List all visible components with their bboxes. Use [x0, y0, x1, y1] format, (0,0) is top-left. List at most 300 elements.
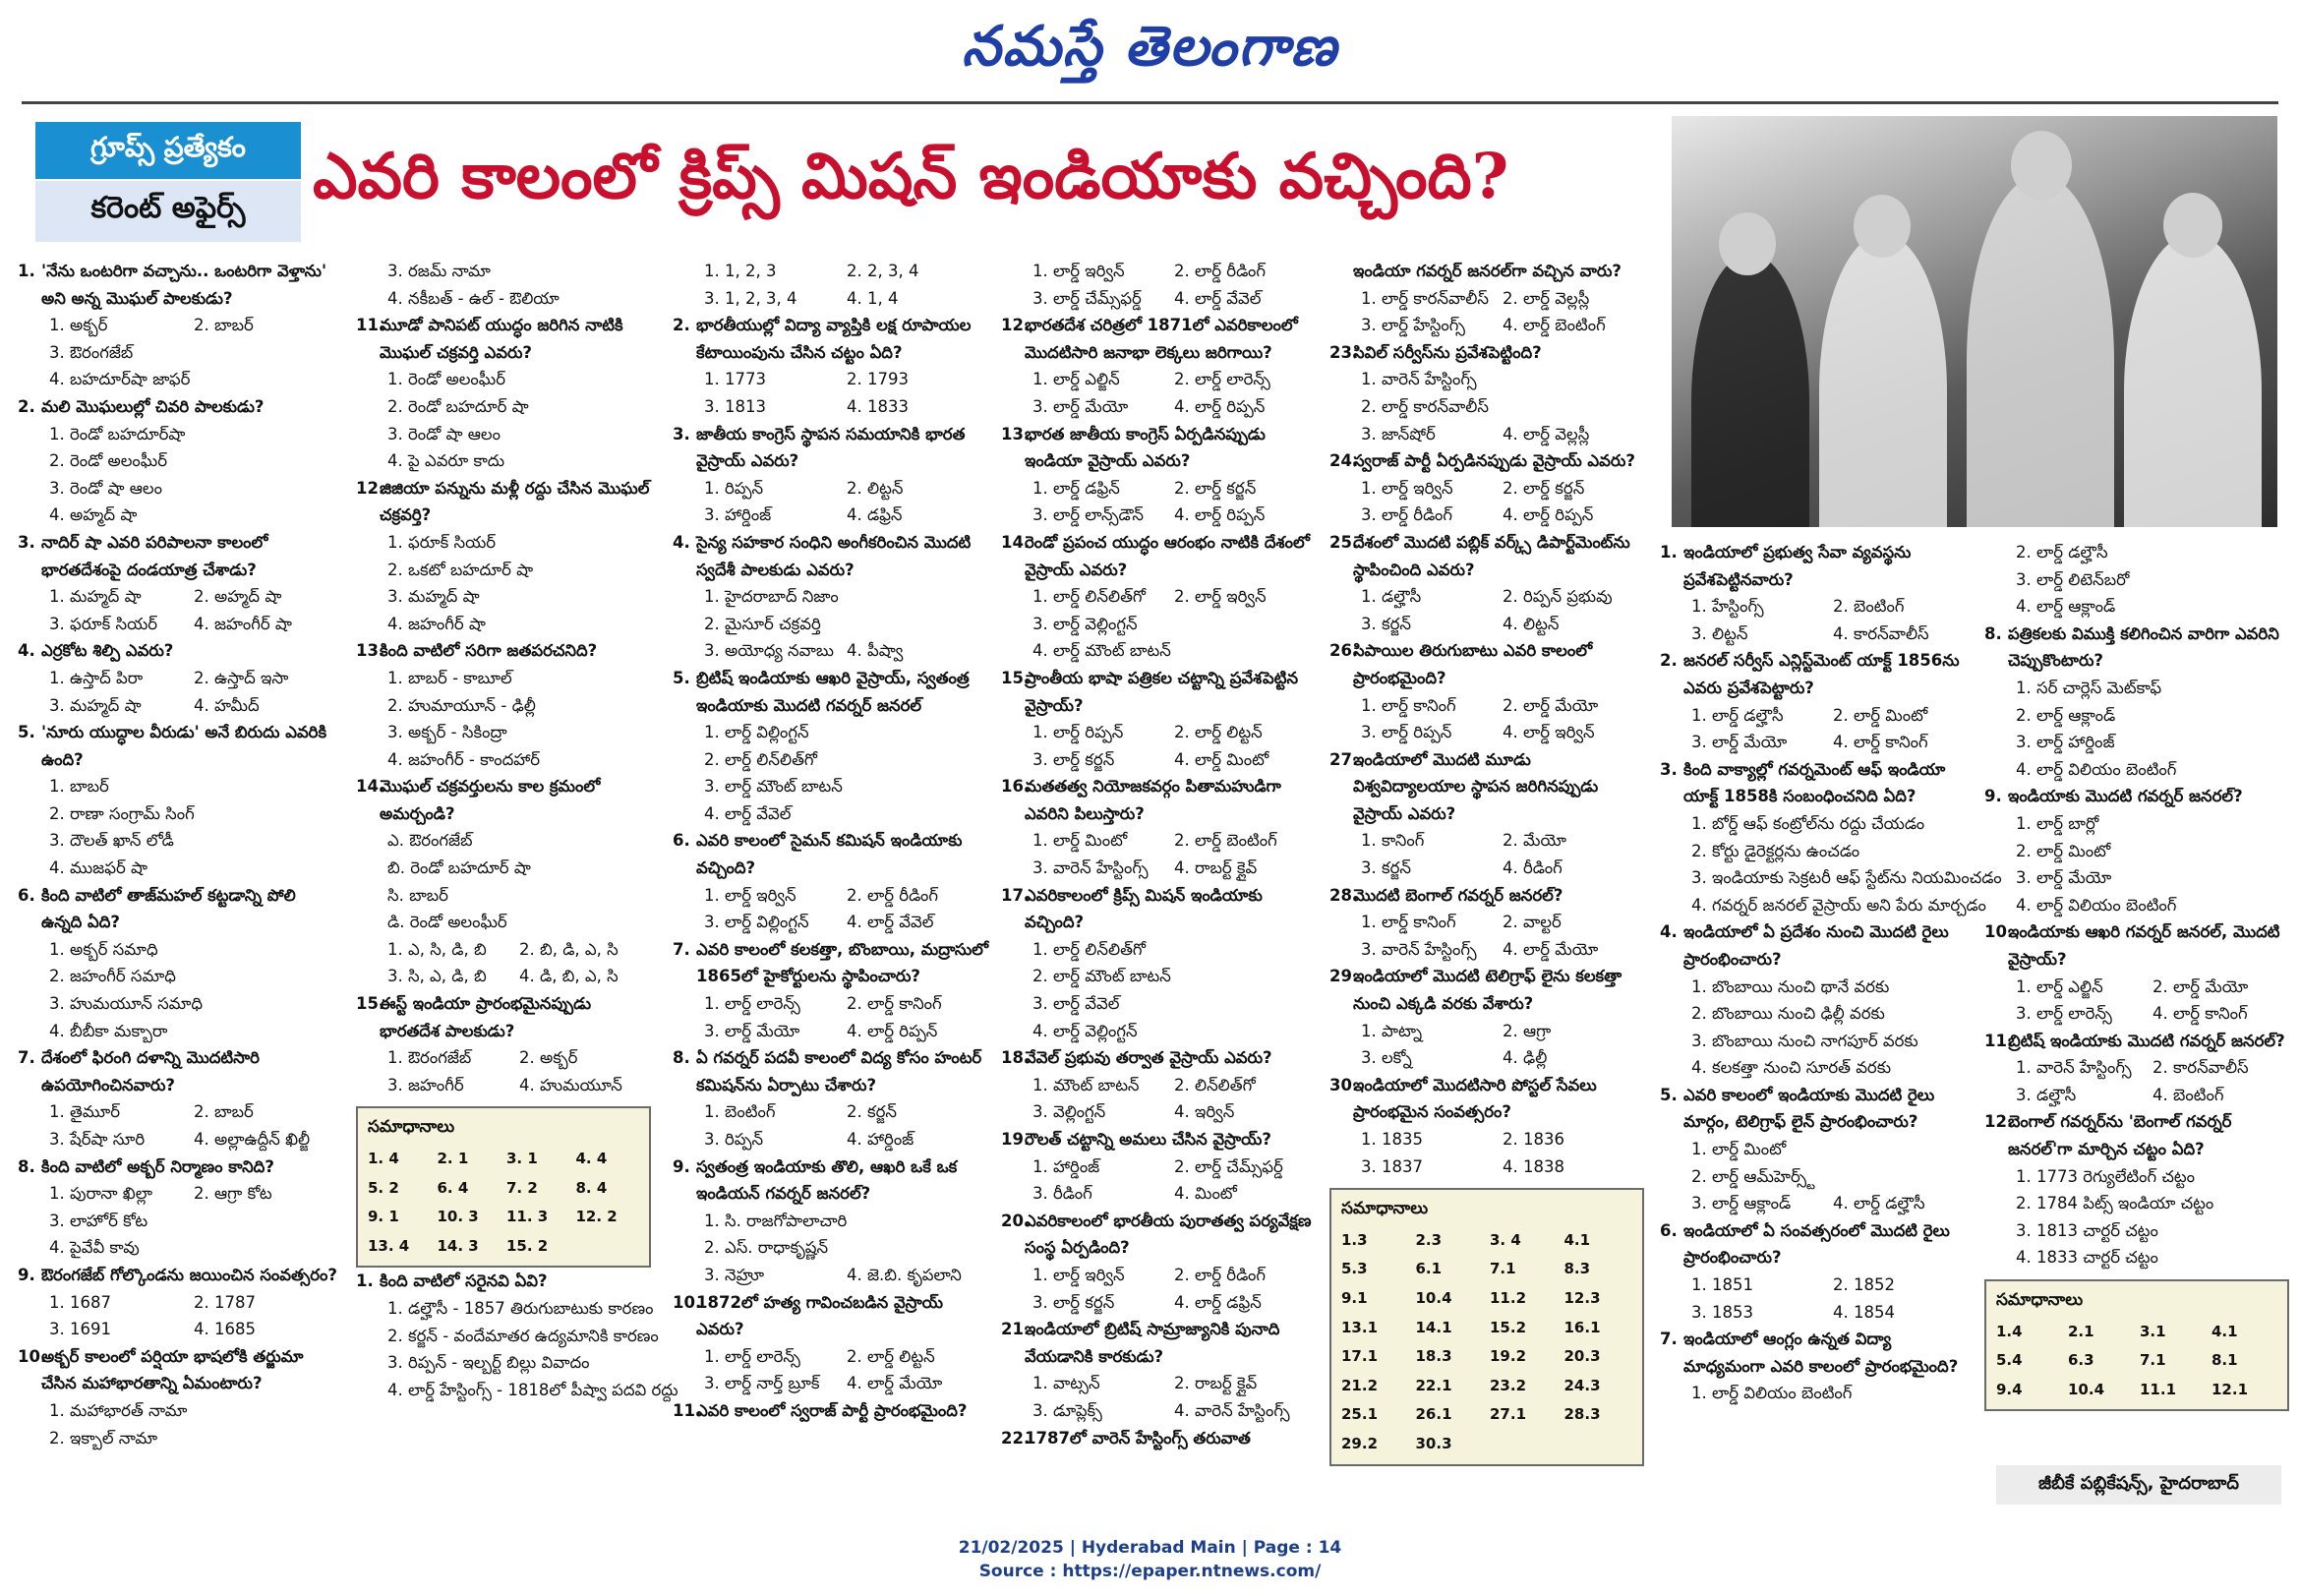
answer-option: 2. లార్డ్ మింటో — [2016, 841, 2111, 860]
answer-key-cell: 8.3 — [1563, 1260, 1591, 1278]
question-number: 16. — [1001, 777, 1031, 797]
answer-option: 4. హార్డింజ్ — [847, 1130, 914, 1149]
answer-key-cell: 5.3 — [1341, 1260, 1368, 1278]
answer-option: 2. కర్జన్ - వందేమాతర ఉద్యమానికి కారణం — [387, 1326, 659, 1345]
question-item — [1001, 665, 1316, 773]
answer-option: 3. వారెన్ హేస్టింగ్స్ — [1361, 939, 1477, 959]
question-text: ఇండియాకు మొదటి గవర్నర్ జనరల్? — [2008, 787, 2243, 806]
answer-option: 4. లార్డ్ వేవెల్ — [1174, 288, 1262, 308]
answer-key-cell: 13. 4 — [368, 1236, 410, 1255]
question-column-7 — [1984, 539, 2289, 1411]
question-number: 15. — [356, 994, 385, 1014]
answer-option: 2. ఆగ్రా — [1503, 1021, 1552, 1040]
answer-option: 1. డల్హౌసీ - 1857 తిరుగుబాటుకు కారణం — [387, 1298, 654, 1318]
question-item — [1329, 882, 1644, 964]
answer-option: 2. కోర్టు డైరెక్టర్లను ఉంచడం — [1691, 841, 1860, 860]
answer-key-cell — [1564, 1431, 1633, 1458]
answer-key-cell: 14. 3 — [437, 1236, 479, 1255]
answer-option: 4. 1838 — [1503, 1156, 1564, 1176]
answer-option: 1. బొంబాయి నుంచి థానే వరకు — [1691, 976, 1890, 996]
answer-option: 3. లార్డ్ వేవెల్ — [1032, 994, 1120, 1014]
answer-option: 3. లార్డ్ మేయో — [1691, 733, 1788, 752]
question-item — [673, 258, 989, 312]
answer-option: 1. లార్డ్ విలియం బెంటింగ్ — [1691, 1384, 1853, 1403]
answer-option: 1. ఎ, సి, డి, బి — [387, 939, 487, 959]
answer-key-cell: 7.1 — [2140, 1351, 2166, 1370]
question-text: కింది వాక్యాల్లో గవర్నమెంట్ ఆఫ్ ఇండియా యాక్ట్ 1858కి సంబంధించనిది ఏది? — [1683, 759, 1946, 806]
answer-option: 4. బహదూర్‌షా జాఫర్ — [49, 370, 191, 389]
question-number: 9. — [1984, 787, 2002, 806]
question-item — [18, 719, 338, 882]
answer-option: 2. మేయో — [1503, 831, 1566, 851]
answer-option: 2. లార్డ్ కర్జన్ — [1503, 478, 1585, 498]
question-text: స్వతంత్ర ఇండియాకు తొలి, ఆఖరి ఒకే ఒక ఇండియన్ గవర్నర్ జనరల్? — [696, 1156, 958, 1204]
answer-option: 3. లార్డ్ హేస్టింగ్స్ — [1361, 316, 1465, 335]
answer-option: 3. లార్డ్ రిప్పన్ — [1361, 723, 1452, 742]
answer-option: 3. డూప్లెక్స్ — [1032, 1400, 1102, 1420]
answer-key-cell: 1.3 — [1341, 1230, 1368, 1249]
question-number: 11. — [1984, 1031, 2014, 1050]
answer-key-cell — [576, 1233, 640, 1261]
publisher-credit: జీబీకే పబ్లికేషన్స్, హైదరాబాద్ — [1996, 1465, 2281, 1505]
question-column-5 — [1329, 258, 1644, 1466]
question-text: ఇండియాలో ఆంగ్లం ఉన్నత విద్యా మాధ్యమంగా ఎవరి కాలంలో ప్రారంభమైంది? — [1683, 1330, 1959, 1376]
answer-option: 4. లార్డ్ రిప్పన్ — [847, 1021, 938, 1040]
answer-option: 4. అహ్మద్ షా — [49, 505, 138, 525]
answer-option: 4. హమీద్ — [194, 695, 260, 715]
answer-option: 3. లార్డ్ హార్డింజ్ — [2016, 733, 2115, 752]
answer-key-cell: 19.2 — [1490, 1347, 1527, 1366]
question-number: 21. — [1001, 1320, 1031, 1339]
question-number: 13. — [356, 641, 385, 661]
answer-key-cell: 1.4 — [1996, 1322, 2023, 1340]
question-number: 12. — [356, 478, 385, 498]
answer-key-cell: 12.1 — [2212, 1380, 2249, 1398]
question-text: సైన్య సహకార సంధిని అంగీకరించిన మొదటి స్వదేశీ పాలకుడు ఎవరు? — [696, 532, 972, 579]
question-number: 27. — [1329, 749, 1359, 769]
answer-option: 3. రెండో షా ఆలం — [387, 424, 501, 443]
answer-option: 2. 1793 — [847, 370, 909, 389]
answer-key-cell: 4. 4 — [575, 1150, 608, 1167]
answer-option: 3. రిప్పన్ — [704, 1130, 764, 1149]
answer-option: 2. ఇక్బాల్ నామా — [49, 1428, 158, 1448]
question-text: 'నేను ఒంటరిగా వచ్చాను.. ఒంటరిగా వెళ్తాను' అని అన్న మొఘల్ పాలకుడు? — [41, 262, 327, 308]
answer-option: 4. డఫ్రిన్ — [847, 505, 903, 525]
question-item — [1001, 773, 1316, 881]
answer-option: 4. లార్డ్ కానింగ్ — [2153, 1004, 2248, 1024]
answer-option: 1. లార్డ్ ఇర్విన్ — [1361, 478, 1453, 498]
answer-option: 1. రెండో అలంఘీర్ — [387, 370, 506, 389]
question-number: 6. — [1660, 1220, 1678, 1240]
question-item — [18, 637, 338, 719]
answer-option: 1. లార్డ్ మింటో — [1691, 1140, 1787, 1159]
answer-option: 1. 1773 రెగ్యులేటింగ్ చట్టం — [2016, 1166, 2196, 1186]
answer-option: 1. లార్డ్ కారన్‌వాలీస్ — [1361, 288, 1489, 308]
answer-option: 1. 1687 — [49, 1292, 111, 1312]
answer-option: 4. లార్డ్ విలియం బెంటింగ్ — [2016, 895, 2177, 915]
answer-option: 2. కారన్‌వాలీస్ — [2153, 1058, 2249, 1078]
answer-option: 1. బాబర్ - కాబూల్ — [387, 668, 512, 687]
question-number: 11. — [673, 1400, 702, 1420]
question-number: 10. — [673, 1292, 702, 1312]
question-column-4 — [1001, 258, 1316, 1451]
answer-option: 4. అల్లాఉద్దీన్ ఖిల్జీ — [194, 1130, 311, 1149]
answer-option: 3. జహంగీర్ — [387, 1075, 464, 1094]
answer-option: 1. మహాభారత్ నామా — [49, 1400, 188, 1420]
answer-option: 2. ఉస్తాద్ ఇసా — [194, 668, 289, 687]
question-item — [673, 1289, 989, 1397]
answer-option: 1. ఫరూక్ సియర్ — [387, 532, 497, 552]
answer-option: 4. గవర్నర్ జనరల్ వైస్రాయ్ అని పేరు మార్చడం — [1691, 895, 1986, 915]
question-number: 12. — [1984, 1112, 2014, 1132]
answer-option: 3. మహ్మద్ షా — [49, 695, 142, 715]
question-item — [356, 475, 651, 638]
answer-option: 3. రెండో షా ఆలం — [49, 478, 162, 498]
question-number: 7. — [1660, 1330, 1678, 1349]
page-footer — [0, 1536, 2300, 1583]
question-text: కింది వాటిలో సరిగా జతపరచనిది? — [380, 641, 598, 661]
answer-key-cell: 4.1 — [2212, 1322, 2238, 1340]
question-item — [1001, 882, 1316, 1045]
answer-key-cell: 27.1 — [1490, 1405, 1527, 1424]
answer-option: 3. లక్నో — [1361, 1048, 1412, 1068]
answer-option: 2. లార్డ్ లారెన్స్ — [1174, 370, 1270, 389]
question-text: సిపాయిల తిరుగుబాటు ఎవరి కాలంలో ప్రారంభమైంది? — [1353, 641, 1593, 687]
answer-option: 4. రాబర్ట్ క్లైవ్ — [1174, 858, 1258, 878]
answer-option: 4. లార్డ్ రిప్పన్ — [1503, 505, 1594, 525]
answer-option: 2. లిట్టన్ — [847, 478, 904, 498]
answer-option: 2. కర్జన్ — [847, 1102, 897, 1122]
answer-option: 1. లార్డ్ బార్లో — [2016, 813, 2099, 833]
question-text: రెండో ప్రపంచ యుద్ధం ఆరంభం నాటికి దేశంలో వైస్రాయ్ ఎవరు? — [1025, 532, 1310, 579]
answer-key-cell: 21.2 — [1341, 1376, 1379, 1394]
answer-key-cell: 29.2 — [1341, 1434, 1379, 1452]
answer-key-cell: 9.1 — [1341, 1288, 1368, 1307]
question-text: ఎవరి కాలంలో కలకత్తా, బొంబాయి, మద్రాసులో 1865లో హైకోర్టులను స్థాపించారు? — [696, 939, 989, 986]
answer-option: 1. వారెన్ హేస్టింగ్స్ — [1361, 370, 1477, 389]
question-number: 8. — [1984, 623, 2002, 643]
question-text: ఇండియాకు ఆఖరి గవర్నర్ జనరల్, మొదటి వైస్రాయ్? — [2008, 922, 2280, 969]
question-number: 29. — [1329, 967, 1359, 986]
question-item — [1984, 918, 2289, 1027]
question-text: జనరల్ సర్వీస్ ఎన్లిస్ట్‌మెంట్ యాక్ట్ 1856ను ఎవరు ప్రవేశపెట్టారు? — [1683, 651, 1960, 697]
answer-key-cell: 6. 4 — [437, 1178, 469, 1197]
question-text: ఎవరి కాలంలో సైమన్ కమిషన్ ఇండియాకు వచ్చింది? — [696, 831, 963, 878]
answer-option: 2. లార్డ్ ఇర్విన్ — [1174, 587, 1267, 607]
question-item — [18, 1044, 338, 1153]
question-item — [356, 1106, 651, 1268]
answer-key-cell: 10. 3 — [437, 1208, 479, 1226]
answer-key-box — [1984, 1279, 2289, 1411]
answer-option: 4. ముజఫర్ షా — [49, 858, 147, 878]
question-text: భారతీయుల్లో విద్యా వ్యాప్తికి లక్ష రూపాయల కేటాయింపును చేసిన చట్టం ఏది? — [696, 316, 972, 362]
answer-option: 1. సర్ చార్లెస్ మెట్‌కాఫ్ — [2016, 678, 2162, 697]
question-item — [673, 312, 989, 420]
question-text: ఎర్రకోట శిల్పి ఎవరు? — [41, 641, 174, 661]
question-text: ఇండియాలో ప్రభుత్వ సేవా వ్యవస్థను ప్రవేశపెట్టినవారు? — [1683, 543, 1912, 589]
question-text: ఇండియా గవర్నర్ జనరల్‌గా వచ్చిన వారు? — [1353, 262, 1622, 280]
answer-key-title: సమాధానాలు — [1341, 1199, 1429, 1219]
question-text: జిజియా పన్నును మళ్లీ రద్దు చేసిన మొఘల్ చక్రవర్తి? — [380, 478, 650, 525]
answer-option: 2. మైసూర్ చక్రవర్తి — [704, 614, 821, 633]
question-text: ఎవరికాలంలో క్రిప్స్ మిషన్ ఇండియాకు వచ్చింది? — [1025, 885, 1263, 932]
question-number: 6. — [673, 831, 690, 851]
question-text: నాదిర్ షా ఎవరి పరిపాలనా కాలంలో భారతదేశంపై దండయాత్ర చేశాడు? — [41, 532, 268, 579]
answer-option: 3. లార్డ్ మేయో — [2016, 868, 2112, 888]
answer-option: 2. 1787 — [194, 1292, 256, 1312]
question-item — [673, 421, 989, 529]
question-item — [1001, 1316, 1316, 1424]
question-item — [1329, 258, 1644, 339]
answer-option: 4. లార్డ్ ఇర్విన్ — [1503, 723, 1595, 742]
question-number: 8. — [18, 1156, 35, 1176]
answer-option: 1. హేస్టింగ్స్ — [1691, 597, 1764, 617]
answer-key-cell: 2.1 — [2068, 1322, 2094, 1340]
answer-key-cell: 11.1 — [2140, 1380, 2177, 1398]
answer-key-cell: 8.1 — [2212, 1351, 2238, 1370]
answer-option: 4. డి, బి, ఎ, సి — [519, 967, 619, 986]
question-item — [1001, 312, 1316, 420]
answer-option: డి. రెండో అలంఘీర్ — [387, 913, 507, 932]
answer-option: 3. లార్డ్ చేమ్స్‌ఫర్డ్ — [1032, 288, 1142, 308]
answer-option: 2. లార్డ్ లిన్‌లిత్‌గో — [704, 749, 818, 769]
answer-option: ఎ. ఔరంగజేబ్ — [387, 831, 473, 851]
answer-option: 2. లార్డ్ డల్హౌసీ — [2016, 543, 2108, 562]
answer-option: 3. లార్డ్ మౌంట్ బాటన్ — [704, 777, 843, 797]
question-number: 28. — [1329, 885, 1359, 905]
answer-option: 1. బాబర్ — [49, 777, 109, 797]
question-number: 4. — [673, 532, 690, 552]
answer-option: 2. వాల్టర్ — [1503, 913, 1562, 932]
answer-option: 2. లార్డ్ మేయో — [1503, 695, 1599, 715]
answer-option: 3. రీడింగ్ — [1032, 1184, 1092, 1204]
answer-option: 2. రాణా సంగ్రామ్ సింగ్ — [49, 803, 195, 823]
answer-option: 1. వారెన్ హేస్టింగ్స్ — [2016, 1058, 2132, 1078]
answer-option: 4. జె.బి. కృపలాని — [847, 1265, 962, 1284]
question-text: ఎవరి కాలంలో స్వరాజ్ పార్టీ ప్రారంభమైంది? — [696, 1400, 968, 1420]
answer-option: 3. ఔరంగజేబ్ — [49, 342, 134, 362]
answer-option: 4. లార్డ్ రిప్పన్ — [1174, 396, 1266, 416]
answer-option: 1. లార్డ్ డల్హౌసీ — [1691, 705, 1784, 725]
answer-option: 4. లార్డ్ డల్హౌసీ — [1833, 1194, 1925, 1213]
answer-option: 4. 1833 — [847, 396, 909, 416]
answer-option: 2. బాబర్ — [194, 316, 254, 335]
question-text: ఇండియాలో బ్రిటిష్ సామ్రాజ్యానికి పునాది వేయడానికి కారకుడు? — [1025, 1320, 1280, 1366]
question-number: 3. — [673, 424, 690, 443]
question-item — [1984, 621, 2289, 784]
answer-key-cell: 25.1 — [1341, 1405, 1379, 1424]
answer-option: 4. లార్డ్ మేయో — [847, 1374, 943, 1393]
answer-option: బి. రెండో బహదూర్ షా — [387, 858, 531, 878]
answer-key-cell: 16.1 — [1563, 1318, 1601, 1336]
answer-option: 1. లార్డ్ లారెన్స్ — [704, 994, 800, 1014]
question-item — [673, 665, 989, 828]
answer-option: 3. లార్డ్ మేయో — [1032, 396, 1129, 416]
question-column-1 — [18, 258, 338, 1451]
answer-option: 2. జహంగీర్ సమాధి — [49, 967, 176, 986]
answer-option: 1. పురానా ఖిల్లా — [49, 1184, 153, 1204]
question-text: ఈస్ట్ ఇండియా ప్రారంభమైనప్పుడు భారతదేశ పాలకుడు? — [380, 994, 592, 1040]
answer-option: 2. ఎస్. రాధాకృష్ణన్ — [704, 1238, 829, 1258]
answer-key-cell: 26.1 — [1415, 1405, 1452, 1424]
question-item — [1001, 1425, 1316, 1452]
answer-option: 1. మౌంట్ బాటన్ — [1032, 1075, 1140, 1094]
answer-option: 2. బి, డి, ఎ, సి — [519, 939, 619, 959]
answer-option: 2. 1852 — [1833, 1275, 1895, 1295]
question-column-2 — [356, 258, 678, 1403]
answer-option: 3. 1853 — [1691, 1302, 1753, 1322]
answer-option: 2. ఆగ్రా కోట — [194, 1184, 272, 1204]
answer-option: 3. లార్డ్ రీడింగ్ — [1361, 505, 1453, 525]
question-item — [18, 258, 338, 393]
answer-option: 4. లార్డ్ బెంటింగ్ — [1503, 316, 1606, 335]
answer-option: 3. నెహ్రూ — [704, 1265, 765, 1284]
answer-option: 1. బోర్డ్ ఆఫ్ కంట్రోల్‌ను రద్దు చేయడం — [1691, 813, 1925, 833]
question-text: ఇండియాలో ఏ ప్రదేశం నుంచి మొదటి రైలు ప్రారంభించారు? — [1683, 922, 1949, 969]
question-item — [673, 1397, 989, 1425]
question-item — [18, 1153, 338, 1262]
answer-key-cell: 5.4 — [1996, 1351, 2023, 1370]
question-text: కింది వాటిలో అక్బర్ నిర్మాణం కానిది? — [41, 1156, 274, 1176]
question-text: భారతదేశ చరిత్రలో 1871లో ఎవరికాలంలో మొదటిసారి జనాభా లెక్కలు జరిగాయి? — [1025, 316, 1298, 362]
answer-option: 1. హైదరాబాద్ నిజాం — [704, 587, 839, 607]
question-item — [1001, 1044, 1316, 1126]
answer-option: 2. లిన్‌లిత్‌గో — [1174, 1075, 1256, 1094]
answer-option: 1. ఔరంగజేబ్ — [387, 1048, 472, 1068]
question-text: పత్రికలకు విముక్తి కలిగించిన వారిగా ఎవరిని చెప్పుకొంటారు? — [2008, 623, 2279, 671]
answer-option: 1. తైమూర్ — [49, 1102, 121, 1122]
answer-option: 3. లార్డ్ ఆక్లాండ్ — [1691, 1194, 1792, 1213]
question-item — [1329, 339, 1644, 447]
answer-option: 4. లార్డ్ వేవెల్ — [704, 803, 792, 823]
answer-option: 3. లార్డ్ కర్జన్ — [1032, 1292, 1115, 1312]
answer-option: 2. బొంబాయి నుంచి ఢిల్లీ వరకు — [1691, 1004, 1885, 1024]
answer-option: 3. లిట్టన్ — [1691, 623, 1748, 643]
answer-option: 1. అక్బర్ — [49, 316, 108, 335]
answer-key-cell: 3.1 — [2140, 1322, 2166, 1340]
answer-option: 4. 1685 — [194, 1320, 256, 1339]
answer-option: 3. 1813 చార్టర్ చట్టం — [2016, 1220, 2158, 1240]
answer-option: 3. 1813 — [704, 396, 766, 416]
question-number: 3. — [1660, 759, 1678, 779]
answer-option: 1. లార్డ్ రిప్పన్ — [1032, 723, 1124, 742]
question-item — [1660, 647, 1975, 755]
answer-option: 1. లార్డ్ ఇర్విన్ — [704, 885, 796, 905]
answer-key-cell: 23.2 — [1490, 1376, 1527, 1394]
answer-option: 3. జాన్‌షోర్ — [1361, 424, 1436, 443]
answer-option: 1. వాట్సన్ — [1032, 1374, 1100, 1393]
answer-option: 3. ఫరూక్ సియర్ — [49, 614, 158, 633]
question-text: వేవెల్ ప్రభువు తర్వాత వైస్రాయ్ ఎవరు? — [1025, 1048, 1272, 1068]
answer-option: 2. బెంటింగ్ — [1833, 597, 1905, 617]
answer-option: 2. లార్డ్ మేయో — [2153, 976, 2249, 996]
answer-option: 4. జహంగీర్ - కాందహార్ — [387, 749, 541, 769]
answer-key-cell: 17.1 — [1341, 1347, 1379, 1366]
footer-edition: 21/02/2025 | Hyderabad Main | Page : 14 — [958, 1538, 1342, 1558]
answer-option: 4. కలకత్తా నుంచి సూరత్ వరకు — [1691, 1058, 1892, 1078]
question-number: 22. — [1001, 1428, 1031, 1448]
question-item — [356, 258, 651, 312]
answer-key-cell: 11. 3 — [506, 1208, 549, 1226]
question-number: 1. — [18, 262, 35, 280]
question-item — [356, 1268, 678, 1403]
question-number: 4. — [1660, 922, 1678, 942]
answer-option: 2. లార్డ్ మింటో — [1833, 705, 1928, 725]
question-number: 9. — [673, 1156, 690, 1176]
question-number — [1329, 258, 1353, 285]
answer-option: 2. 2, 3, 4 — [847, 262, 919, 280]
answer-option: 2. లార్డ్ వెల్లస్లీ — [1503, 288, 1590, 308]
answer-option: 4. బీబీకా మక్బారా — [49, 1021, 168, 1040]
question-text: భారత జాతీయ కాంగ్రెస్ ఏర్పడినప్పుడు ఇండియా వైస్రాయ్ ఎవరు? — [1025, 424, 1266, 471]
question-number: 5. — [673, 668, 690, 687]
answer-option: 3. షేర్‌షా సూరి — [49, 1130, 146, 1149]
answer-option: 4. లార్డ్ హేస్టింగ్స్ - 1818లో పీష్వా పదవి రద్దు — [387, 1380, 678, 1399]
answer-option: 2. రెండో బహదూర్ షా — [387, 396, 529, 416]
answer-option: 2. ఒకటో బహదూర్ షా — [387, 560, 534, 579]
answer-option: 3. 1, 2, 3, 4 — [704, 288, 797, 308]
question-column-3 — [673, 258, 989, 1425]
answer-key-cell: 15.2 — [1490, 1318, 1527, 1336]
answer-option: 3. మహ్మద్ షా — [387, 587, 480, 607]
answer-option: 3. హుమయూన్ సమాధి — [49, 994, 204, 1014]
question-item — [1329, 1188, 1644, 1465]
headline: ఎవరి కాలంలో క్రిప్స్ మిషన్ ఇండియాకు వచ్చింది? — [313, 140, 1509, 213]
question-item — [673, 827, 989, 935]
answer-option: 1. లార్డ్ విల్లింగ్టన్ — [704, 723, 809, 742]
question-text: దేశంలో ఫిరంగి దళాన్ని మొదటిసారి ఉపయోగించినవారు? — [41, 1048, 260, 1094]
answer-key-cell: 20.3 — [1563, 1347, 1601, 1366]
question-item — [1984, 1028, 2289, 1109]
answer-option: 1. సి. రాజగోపాలాచారి — [704, 1211, 848, 1230]
question-number: 7. — [673, 939, 690, 959]
question-number: 20. — [1001, 1211, 1031, 1230]
answer-option: 2. లార్డ్ ఆమ్‌హెర్స్ట్ — [1691, 1166, 1815, 1186]
question-item — [18, 1262, 338, 1343]
answer-option: 4. 1833 చార్టర్ చట్టం — [2016, 1248, 2158, 1268]
answer-option: 4. హుమయూన్ — [519, 1075, 622, 1094]
answer-option: 1. అక్బర్ సమాధి — [49, 939, 158, 959]
question-text: ఇండియాలో మొదటిసారి పోస్టల్ సేవలు ప్రారంభమైన సంవత్సరం? — [1353, 1075, 1597, 1122]
question-item — [673, 529, 989, 665]
question-number: 5. — [18, 723, 35, 742]
answer-option: 1. డల్హౌసీ — [1361, 587, 1422, 607]
question-text: మొఘల్ చక్రవర్తులను కాల క్రమంలో అమర్చండి? — [380, 777, 601, 823]
answer-option: 4. లార్డ్ వేవెల్ — [847, 913, 934, 932]
question-item — [1001, 258, 1316, 312]
question-item — [356, 990, 651, 1098]
answer-option: 2. 1784 పిట్స్ ఇండియా చట్టం — [2016, 1194, 2214, 1213]
question-text: ఇండియాలో ఏ సంవత్సరంలో మొదటి రైలు ప్రారంభించారు? — [1683, 1220, 1950, 1268]
answer-option: 2. లార్డ్ కర్జన్ — [1174, 478, 1257, 498]
answer-option: 1. 1835 — [1361, 1130, 1423, 1149]
question-number: 14. — [1001, 532, 1031, 552]
question-item — [1329, 447, 1644, 529]
answer-option: 4. లార్డ్ ఆక్లాండ్ — [2016, 597, 2116, 617]
question-item — [1660, 1082, 1975, 1217]
question-item — [1660, 539, 1975, 647]
answer-option: 2. లార్డ్ లిట్టన్ — [847, 1346, 935, 1366]
question-item — [1001, 1126, 1316, 1208]
answer-key-cell: 3. 1 — [506, 1150, 538, 1167]
answer-key-cell: 15. 2 — [506, 1236, 549, 1255]
question-item — [356, 773, 651, 990]
question-text: కింది వాటిలో తాజ్‌మహల్ కట్టడాన్ని పోలి ఉన్నది ఏది? — [41, 885, 296, 932]
answer-key-cell: 10.4 — [1415, 1288, 1452, 1307]
question-item — [18, 393, 338, 529]
answer-key-cell: 28.3 — [1563, 1405, 1601, 1424]
question-item — [1001, 529, 1316, 665]
